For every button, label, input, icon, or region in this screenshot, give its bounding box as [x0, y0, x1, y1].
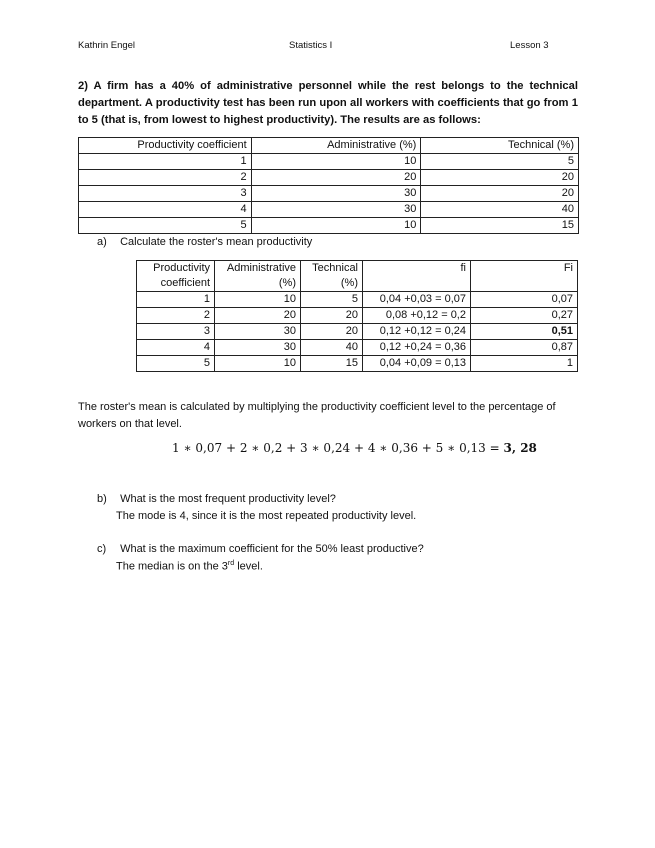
problem-statement: [78, 78, 578, 129]
cell: 10: [251, 154, 421, 170]
cell: 4: [79, 202, 252, 218]
problem-text: A firm has a 40% of administrative personnel while the rest belongs to the technical department. A productivity test has been run upon all workers with coefficients that go from 1 to 5 (that is, from lowest to highest productivity). The results are as follows:: [78, 80, 578, 126]
cell: 5: [137, 356, 215, 372]
header-administrative: Administrative (%): [251, 138, 421, 154]
cell: 20: [301, 324, 363, 340]
question-c-label: c): [97, 543, 107, 555]
answer-c: The median is on the 3rd level.: [116, 560, 263, 573]
table-row: [79, 154, 579, 170]
cell: 3: [137, 324, 215, 340]
cell: 0,27: [471, 308, 578, 324]
header-course: Statistics I: [289, 40, 333, 51]
cell: 0,07: [471, 292, 578, 308]
table-row: [79, 202, 579, 218]
frequency-table-header: [137, 261, 578, 292]
cell: 15: [301, 356, 363, 372]
question-a: [97, 236, 312, 248]
cell: 2: [79, 170, 252, 186]
mean-formula: [172, 441, 537, 455]
cell: 20: [421, 170, 579, 186]
question-c: [97, 543, 424, 555]
cell: 20: [215, 308, 301, 324]
cell: 10: [215, 292, 301, 308]
question-b-label: b): [97, 493, 107, 505]
cell: 0,12 +0,12 = 0,24: [363, 324, 471, 340]
table-row: [137, 324, 578, 340]
cell: 30: [251, 202, 421, 218]
cell: 5: [79, 218, 252, 234]
table-row: [137, 292, 578, 308]
problem-number: 2): [78, 80, 88, 92]
table-row: [137, 340, 578, 356]
question-c-text: What is the maximum coefficient for the 50% least productive?: [120, 543, 424, 555]
results-table-header: [79, 138, 579, 154]
cell: 1: [137, 292, 215, 308]
cell: 2: [137, 308, 215, 324]
cell: 0,87: [471, 340, 578, 356]
cell: 20: [251, 170, 421, 186]
cell: 1: [471, 356, 578, 372]
cell: 0,04 +0,03 = 0,07: [363, 292, 471, 308]
header-technical: Technical (%): [301, 261, 363, 292]
frequency-table: [136, 260, 578, 372]
question-b-text: What is the most frequent productivity level?: [120, 493, 336, 505]
cell: 20: [301, 308, 363, 324]
cell: 30: [215, 324, 301, 340]
table-row: [79, 170, 579, 186]
header-lesson: Lesson 3: [510, 40, 549, 51]
cell: 0,08 +0,12 = 0,2: [363, 308, 471, 324]
question-b: [97, 493, 336, 505]
formula-result: 3, 28: [503, 441, 537, 455]
results-table: [78, 137, 579, 234]
cell: 40: [301, 340, 363, 356]
cell: 5: [301, 292, 363, 308]
table-row: [79, 218, 579, 234]
header-author: Kathrin Engel: [78, 40, 136, 51]
question-a-text: Calculate the roster's mean productivity: [120, 236, 313, 248]
answer-b: The mode is 4, since it is the most repeated productivity level.: [116, 510, 417, 522]
cell-median-highlight: 0,51: [471, 324, 578, 340]
cell: 4: [137, 340, 215, 356]
explanation-paragraph: The roster's mean is calculated by multiplying the productivity coefficient level to the percentage of workers on that level.: [78, 401, 556, 430]
header-administrative: Administrative (%): [215, 261, 301, 292]
cell: 20: [421, 186, 579, 202]
table-row: [137, 356, 578, 372]
cell: 5: [421, 154, 579, 170]
cell: 40: [421, 202, 579, 218]
cell: 30: [215, 340, 301, 356]
header-cumulative-fi: Fi: [471, 261, 578, 292]
cell: 30: [251, 186, 421, 202]
cell: 3: [79, 186, 252, 202]
header-fi: fi: [363, 261, 471, 292]
formula-expression: 1 ∗ 0,07 + 2 ∗ 0,2 + 3 ∗ 0,24 + 4 ∗ 0,36 + 5 ∗ 0,13 =: [172, 441, 504, 455]
cell: 1: [79, 154, 252, 170]
table-row: [79, 186, 579, 202]
header-productivity-coefficient: Productivity coefficient: [137, 261, 215, 292]
cell: 10: [251, 218, 421, 234]
question-a-label: a): [97, 236, 107, 248]
cell: 15: [421, 218, 579, 234]
cell: 0,12 +0,24 = 0,36: [363, 340, 471, 356]
table-row: [137, 308, 578, 324]
header-technical: Technical (%): [421, 138, 579, 154]
cell: 10: [215, 356, 301, 372]
header-productivity-coefficient: Productivity coefficient: [79, 138, 252, 154]
cell: 0,04 +0,09 = 0,13: [363, 356, 471, 372]
